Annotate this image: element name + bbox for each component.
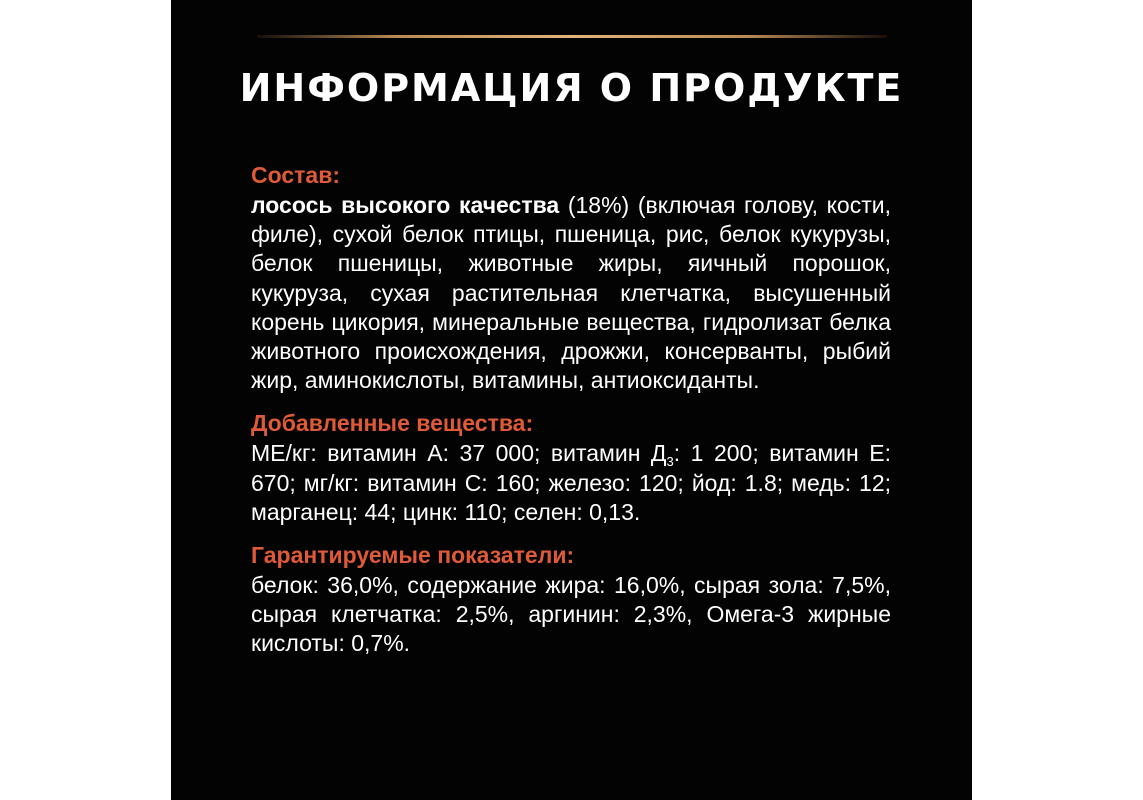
page-title: ИНФОРМАЦИЯ О ПРОДУКТЕ bbox=[239, 66, 904, 110]
guaranteed-heading: Гарантируемые показатели: bbox=[251, 542, 575, 569]
product-info-content bbox=[251, 160, 891, 672]
composition-body: (18%) (включая голову, кости, филе), сухой белок птицы, пшеница, рис, белок кукурузы, белок пшеницы, животные жиры, яичный порошок, кукуруза, сухая растительная клетчатка, высушенный корень цикория, минеральные вещества, гидролизат белка животного происхождения, дрожжи, консерванты, рыбий жир, аминокислоты, витамины, антиоксиданты. bbox=[251, 192, 891, 394]
additives-section bbox=[251, 408, 891, 527]
product-info-panel bbox=[171, 0, 972, 800]
additives-body-end: : 1 200; витамин Е: 670; мг/кг: витамин С: 160; железо: 120; йод: 1.8; медь: 12; марганец: 44; цинк: 110; селен: 0,13. bbox=[251, 440, 891, 525]
composition-section bbox=[251, 160, 891, 395]
guaranteed-text: белок: 36,0%, содержание жира: 16,0%, сырая зола: 7,5%, сырая клетчатка: 2,5%, аргинин: 2,3%, Омега-3 жирные кислоты: 0,7%. bbox=[251, 572, 891, 657]
guaranteed-section bbox=[251, 540, 891, 659]
composition-lead-bold: лосось высокого качества bbox=[251, 192, 560, 218]
additives-text bbox=[251, 439, 891, 527]
additives-heading: Добавленные вещества: bbox=[251, 410, 534, 437]
gold-divider bbox=[257, 35, 887, 38]
composition-text bbox=[251, 191, 891, 395]
vitamin-d-subscript: 3 bbox=[666, 454, 674, 470]
additives-body-start: МЕ/кг: витамин А: 37 000; витамин Д bbox=[251, 440, 667, 467]
composition-heading: Состав: bbox=[251, 162, 341, 188]
